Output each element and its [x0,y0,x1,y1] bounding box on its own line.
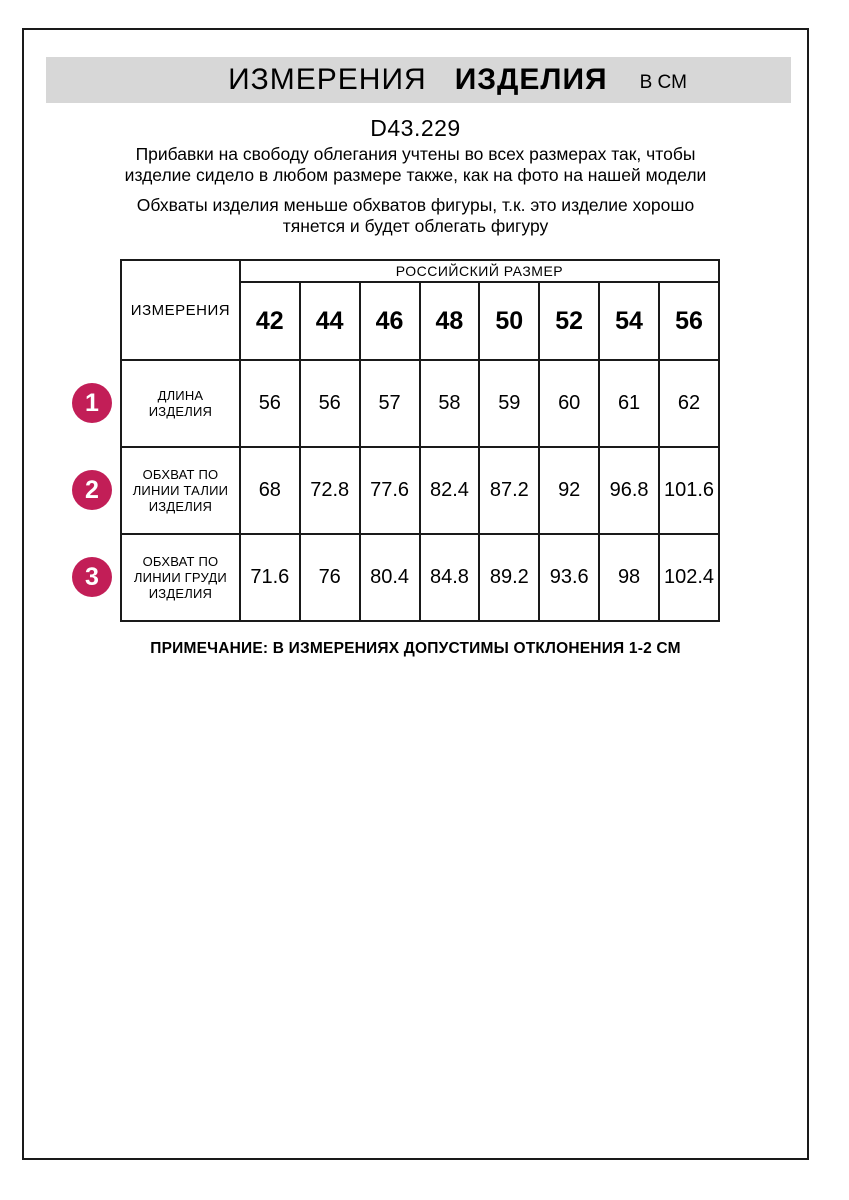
measurement-value: 98 [599,534,659,621]
page-title-word-measurements: ИЗМЕРЕНИЯ [228,63,427,96]
measurement-value: 58 [420,360,480,447]
measurement-value: 102.4 [659,534,719,621]
measurement-value: 101.6 [659,447,719,534]
measurement-value: 76 [300,534,360,621]
size-column-header: 56 [659,282,719,360]
intro-paragraph-stretch: Обхваты изделия меньше обхватов фигуры, т.к. это изделие хорошо тянется и будет облегать фигуру [136,195,695,236]
measurement-value: 89.2 [479,534,539,621]
measurement-value: 59 [479,360,539,447]
measurements-table-section [85,259,720,622]
measurements-table [120,259,720,622]
measurement-value: 57 [360,360,420,447]
intro-paragraph-fit: Прибавки на свободу облегания учтены во всех размерах так, чтобы изделие сидело в любом размере также, как на фото на нашей модели [124,144,707,185]
size-group-header: РОССИЙСКИЙ РАЗМЕР [240,260,719,282]
measurement-value: 72.8 [300,447,360,534]
size-column-header: 44 [300,282,360,360]
measurement-value: 84.8 [420,534,480,621]
measurement-value: 93.6 [539,534,599,621]
table-row-length [121,360,719,447]
measurement-value: 77.6 [360,447,420,534]
product-code: D43.229 [370,115,461,141]
table-corner-header: ИЗМЕРЕНИЯ [121,260,240,360]
page-frame [22,28,809,1160]
row-label-waist: ОБХВАТ ПО ЛИНИИ ТАЛИИ ИЗДЕЛИЯ [121,447,240,534]
measurement-value: 56 [240,360,300,447]
measurement-value: 87.2 [479,447,539,534]
measurement-value: 60 [539,360,599,447]
page-title [46,57,791,103]
measurement-value: 56 [300,360,360,447]
measurement-value: 82.4 [420,447,480,534]
table-row-chest [121,534,719,621]
size-column-header: 48 [420,282,480,360]
measurement-value: 71.6 [240,534,300,621]
measurement-value: 92 [539,447,599,534]
row-number-badge-1: 1 [72,383,112,423]
tolerance-note: ПРИМЕЧАНИЕ: В ИЗМЕРЕНИЯХ ДОПУСТИМЫ ОТКЛОНЕНИЯ 1-2 СМ [150,640,681,657]
measurement-value: 96.8 [599,447,659,534]
size-column-header: 52 [539,282,599,360]
row-label-length: ДЛИНА ИЗДЕЛИЯ [121,360,240,447]
table-row-waist [121,447,719,534]
size-column-header: 42 [240,282,300,360]
size-column-header: 50 [479,282,539,360]
row-label-chest: ОБХВАТ ПО ЛИНИИ ГРУДИ ИЗДЕЛИЯ [121,534,240,621]
row-number-badge-2: 2 [72,470,112,510]
page-title-units: В СМ [639,72,687,93]
page-title-word-product: ИЗДЕЛИЯ [454,63,608,96]
size-column-header: 54 [599,282,659,360]
measurement-value: 62 [659,360,719,447]
measurement-value: 68 [240,447,300,534]
row-number-badge-3: 3 [72,557,112,597]
size-column-header: 46 [360,282,420,360]
measurement-value: 61 [599,360,659,447]
measurement-value: 80.4 [360,534,420,621]
